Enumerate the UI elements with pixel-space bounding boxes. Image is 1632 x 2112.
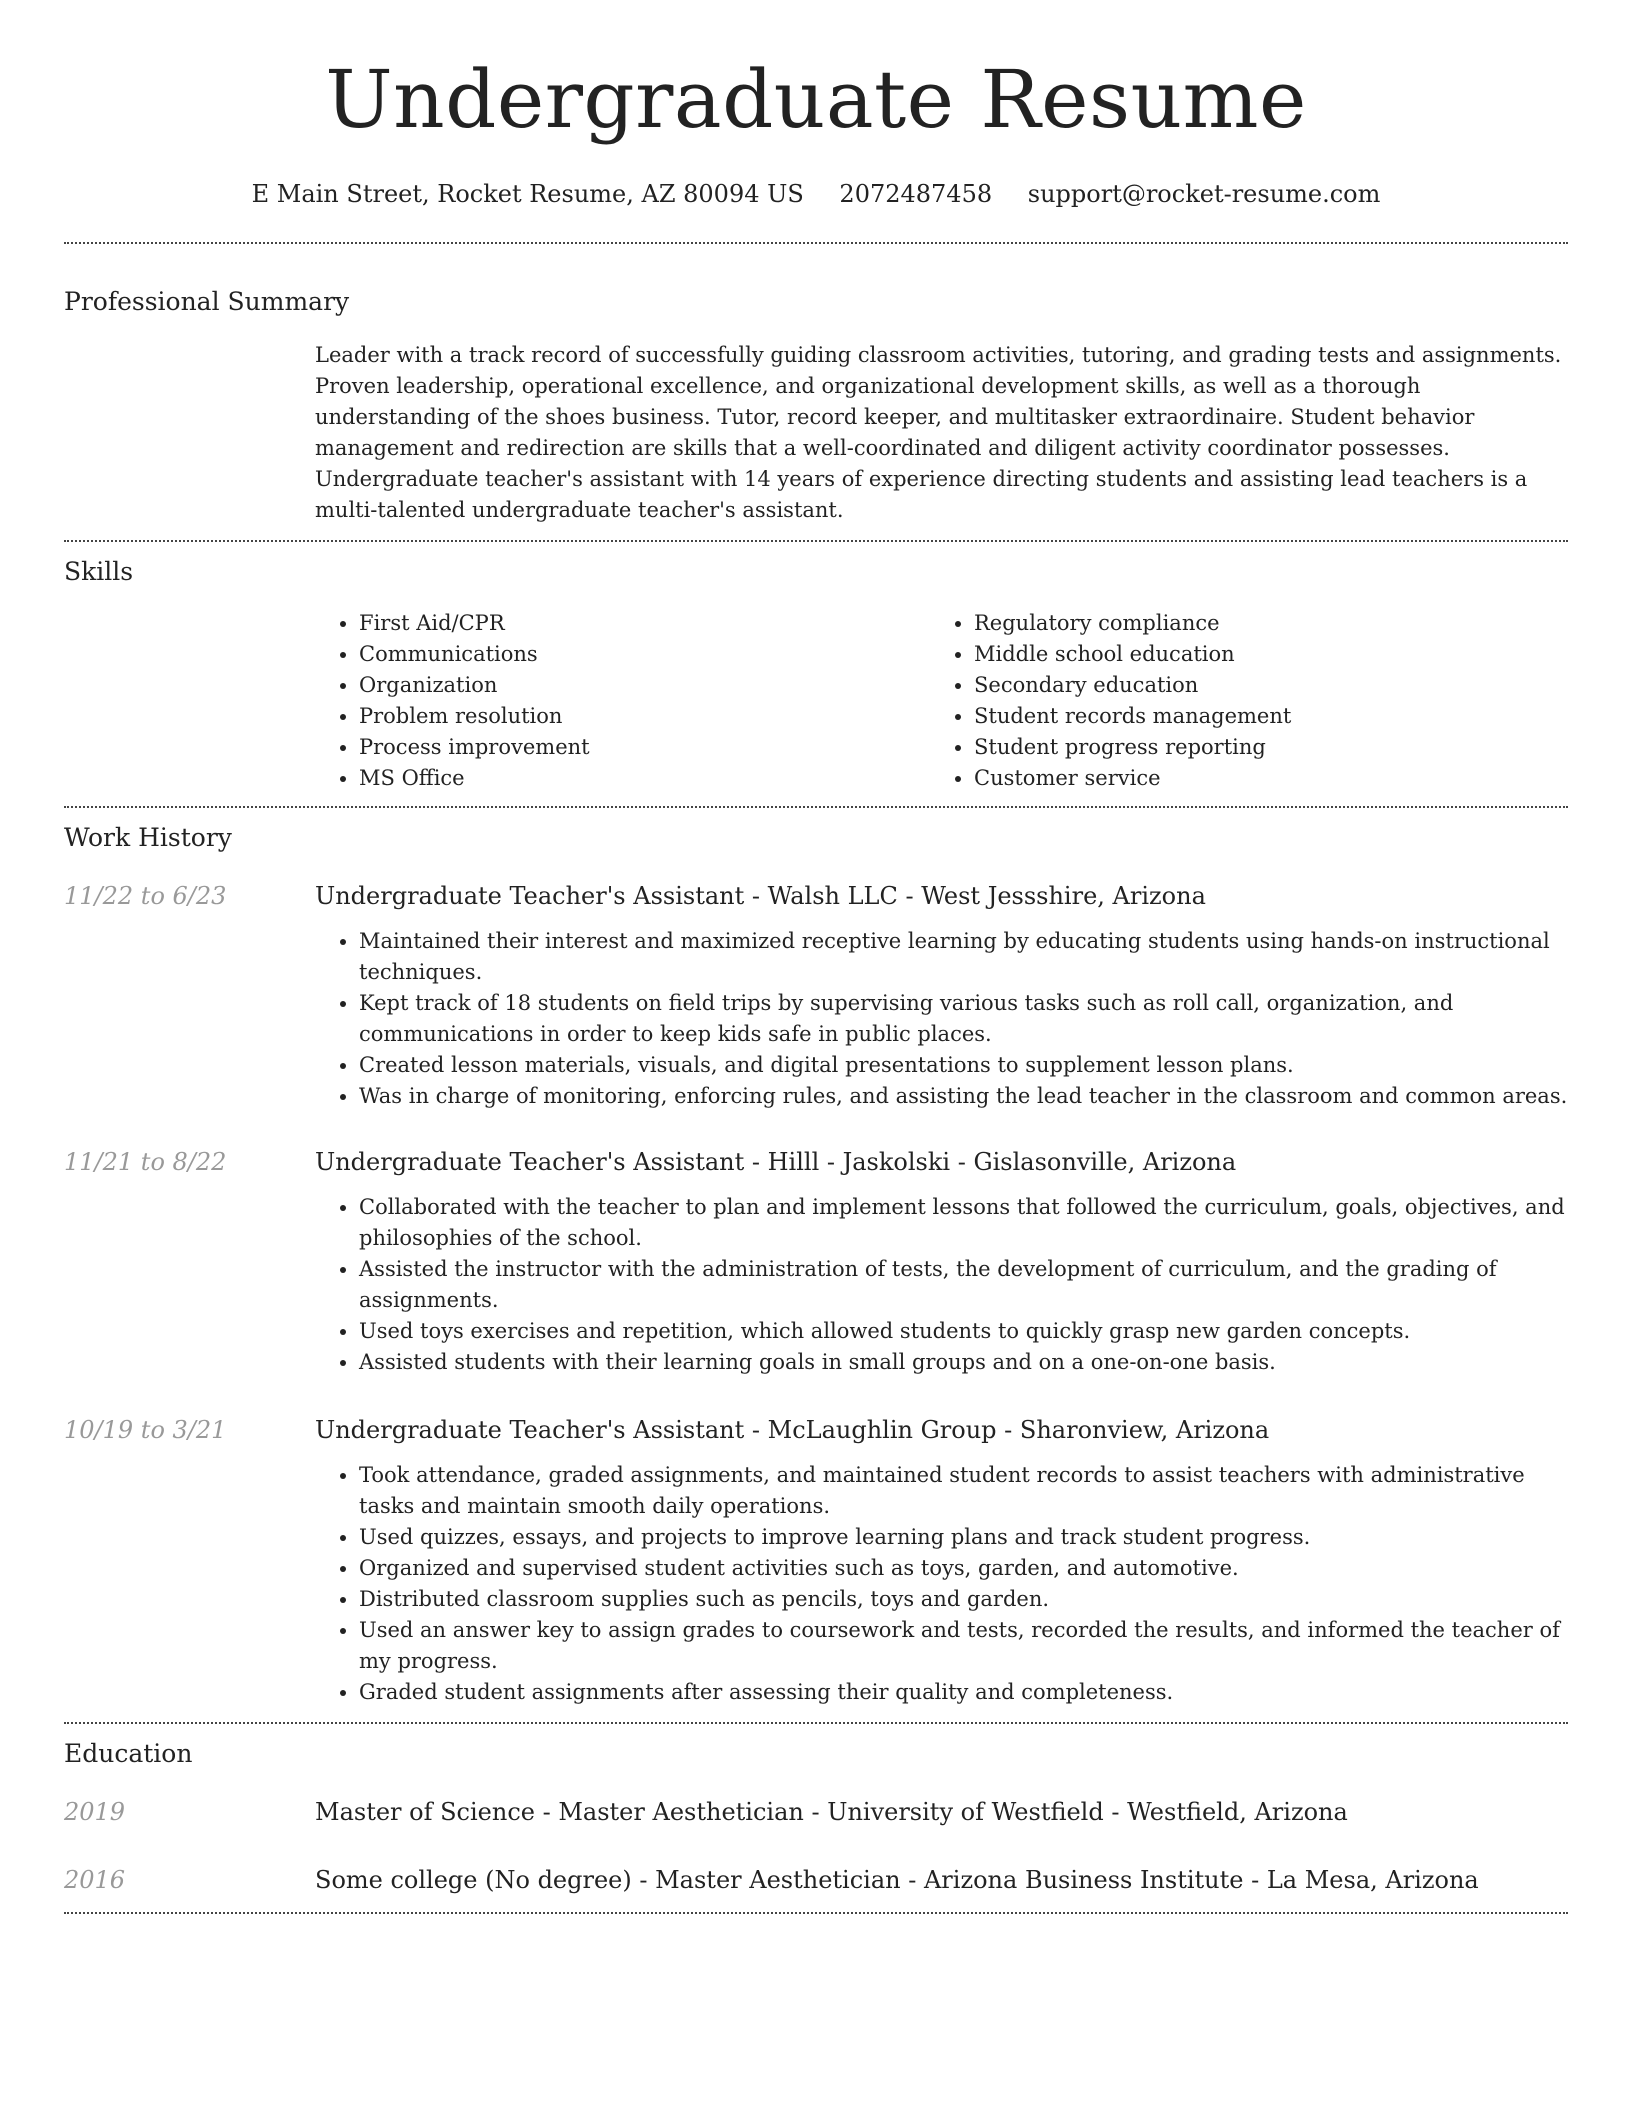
resume-page <box>64 0 1568 1914</box>
job-bullets <box>315 926 1568 1112</box>
section-divider <box>64 1912 1568 1914</box>
job-dates: 11/21 to 8/22 <box>64 1148 227 1176</box>
job-title: Undergraduate Teacher's Assistant - Walsh LLC - West Jessshire, Arizona <box>315 882 1206 910</box>
education-text: Some college (No degree) - Master Aesthetician - Arizona Business Institute - La Mesa, Arizona <box>315 1866 1479 1894</box>
job-bullet: • Collaborated with the teacher to plan and implement lessons that followed the curriculum, goals, objectives, and philosophies of the school. <box>359 1192 1568 1254</box>
job-bullet: • Organized and supervised student activities such as toys, garden, and automotive. <box>359 1553 1568 1584</box>
skill-item: • Problem resolution <box>359 701 930 732</box>
job-entry <box>64 1146 1568 1378</box>
resume-title: Undergraduate Resume <box>325 53 1307 146</box>
contact-address: E Main Street, Rocket Resume, AZ 80094 US <box>251 180 804 208</box>
contact-email: support@rocket-resume.com <box>1027 180 1381 208</box>
contact-line <box>64 178 1568 210</box>
skill-item: • Process improvement <box>359 732 930 763</box>
job-bullet: • Maintained their interest and maximized receptive learning by educating students using hands-on instructional techniques. <box>359 926 1568 988</box>
job-entry <box>64 880 1568 1112</box>
job-bullet: • Used toys exercises and repetition, which allowed students to quickly grasp new garden concepts. <box>359 1316 1568 1347</box>
skill-item: • Student records management <box>974 701 1545 732</box>
skill-item: • Regulatory compliance <box>974 608 1545 639</box>
skill-item: • Customer service <box>974 763 1545 794</box>
job-entry <box>64 1414 1568 1722</box>
job-bullets <box>315 1192 1568 1378</box>
skills-grid <box>315 608 1568 794</box>
skills-list-right <box>930 608 1545 794</box>
skill-item: • MS Office <box>359 763 930 794</box>
job-title: Undergraduate Teacher's Assistant - McLaughlin Group - Sharonview, Arizona <box>315 1416 1270 1444</box>
contact-phone: 2072487458 <box>839 180 993 208</box>
job-bullet: • Used an answer key to assign grades to coursework and tests, recorded the results, and informed the teacher of my progress. <box>359 1615 1568 1677</box>
job-bullet: • Took attendance, graded assignments, and maintained student records to assist teachers with administrative tasks and maintain smooth daily operations. <box>359 1460 1568 1522</box>
job-dates: 10/19 to 3/21 <box>64 1416 227 1444</box>
skill-item: • Communications <box>359 639 930 670</box>
skill-item: • First Aid/CPR <box>359 608 930 639</box>
section-title-summary: Professional Summary <box>64 287 350 316</box>
education-year: 2019 <box>64 1798 126 1826</box>
section-title-skills: Skills <box>64 557 134 586</box>
skill-item: • Middle school education <box>974 639 1545 670</box>
job-bullet: • Distributed classroom supplies such as pencils, toys and garden. <box>359 1584 1568 1615</box>
job-bullet: • Created lesson materials, visuals, and digital presentations to supplement lesson plans. <box>359 1050 1568 1081</box>
skill-item: • Student progress reporting <box>974 732 1545 763</box>
job-dates: 11/22 to 6/23 <box>64 882 227 910</box>
summary-text: Leader with a track record of successfully guiding classroom activities, tutoring, and grading tests and assignments. Proven leadership, operational excellence, and organizational development skills, as well as a thorough understanding of the shoes business. Tutor, record keeper, and multitasker extraordinaire. Student behavior management and redirection are skills that a well-coordinated and diligent activity coordinator possesses. Undergraduate teacher's assistant with 14 years of experience directing students and assisting lead teachers is a multi-talented undergraduate teacher's assistant. <box>315 343 1562 522</box>
job-title: Undergraduate Teacher's Assistant - Hilll - Jaskolski - Gislasonville, Arizona <box>315 1148 1237 1176</box>
section-divider <box>64 540 1568 542</box>
section-title-education: Education <box>64 1739 193 1768</box>
education-text: Master of Science - Master Aesthetician - University of Westfield - Westfield, Arizona <box>315 1798 1348 1826</box>
skill-item: • Secondary education <box>974 670 1545 701</box>
education-entry <box>64 1796 1568 1828</box>
job-bullets <box>315 1460 1568 1708</box>
skill-item: • Organization <box>359 670 930 701</box>
job-bullet: • Used quizzes, essays, and projects to improve learning plans and track student progress. <box>359 1522 1568 1553</box>
skills-list-left <box>315 608 930 794</box>
section-divider <box>64 242 1568 244</box>
job-bullet: • Graded student assignments after assessing their quality and completeness. <box>359 1677 1568 1708</box>
job-bullet: • Assisted the instructor with the administration of tests, the development of curriculum, and the grading of assignments. <box>359 1254 1568 1316</box>
job-bullet: • Assisted students with their learning goals in small groups and on a one-on-one basis. <box>359 1347 1568 1378</box>
education-entry <box>64 1864 1568 1896</box>
job-bullet: • Kept track of 18 students on field trips by supervising various tasks such as roll call, organization, and communications in order to keep kids safe in public places. <box>359 988 1568 1050</box>
section-title-work: Work History <box>64 823 232 852</box>
section-divider <box>64 806 1568 808</box>
section-divider <box>64 1722 1568 1724</box>
education-year: 2016 <box>64 1866 126 1894</box>
job-bullet: • Was in charge of monitoring, enforcing rules, and assisting the lead teacher in the classroom and common areas. <box>359 1081 1568 1112</box>
